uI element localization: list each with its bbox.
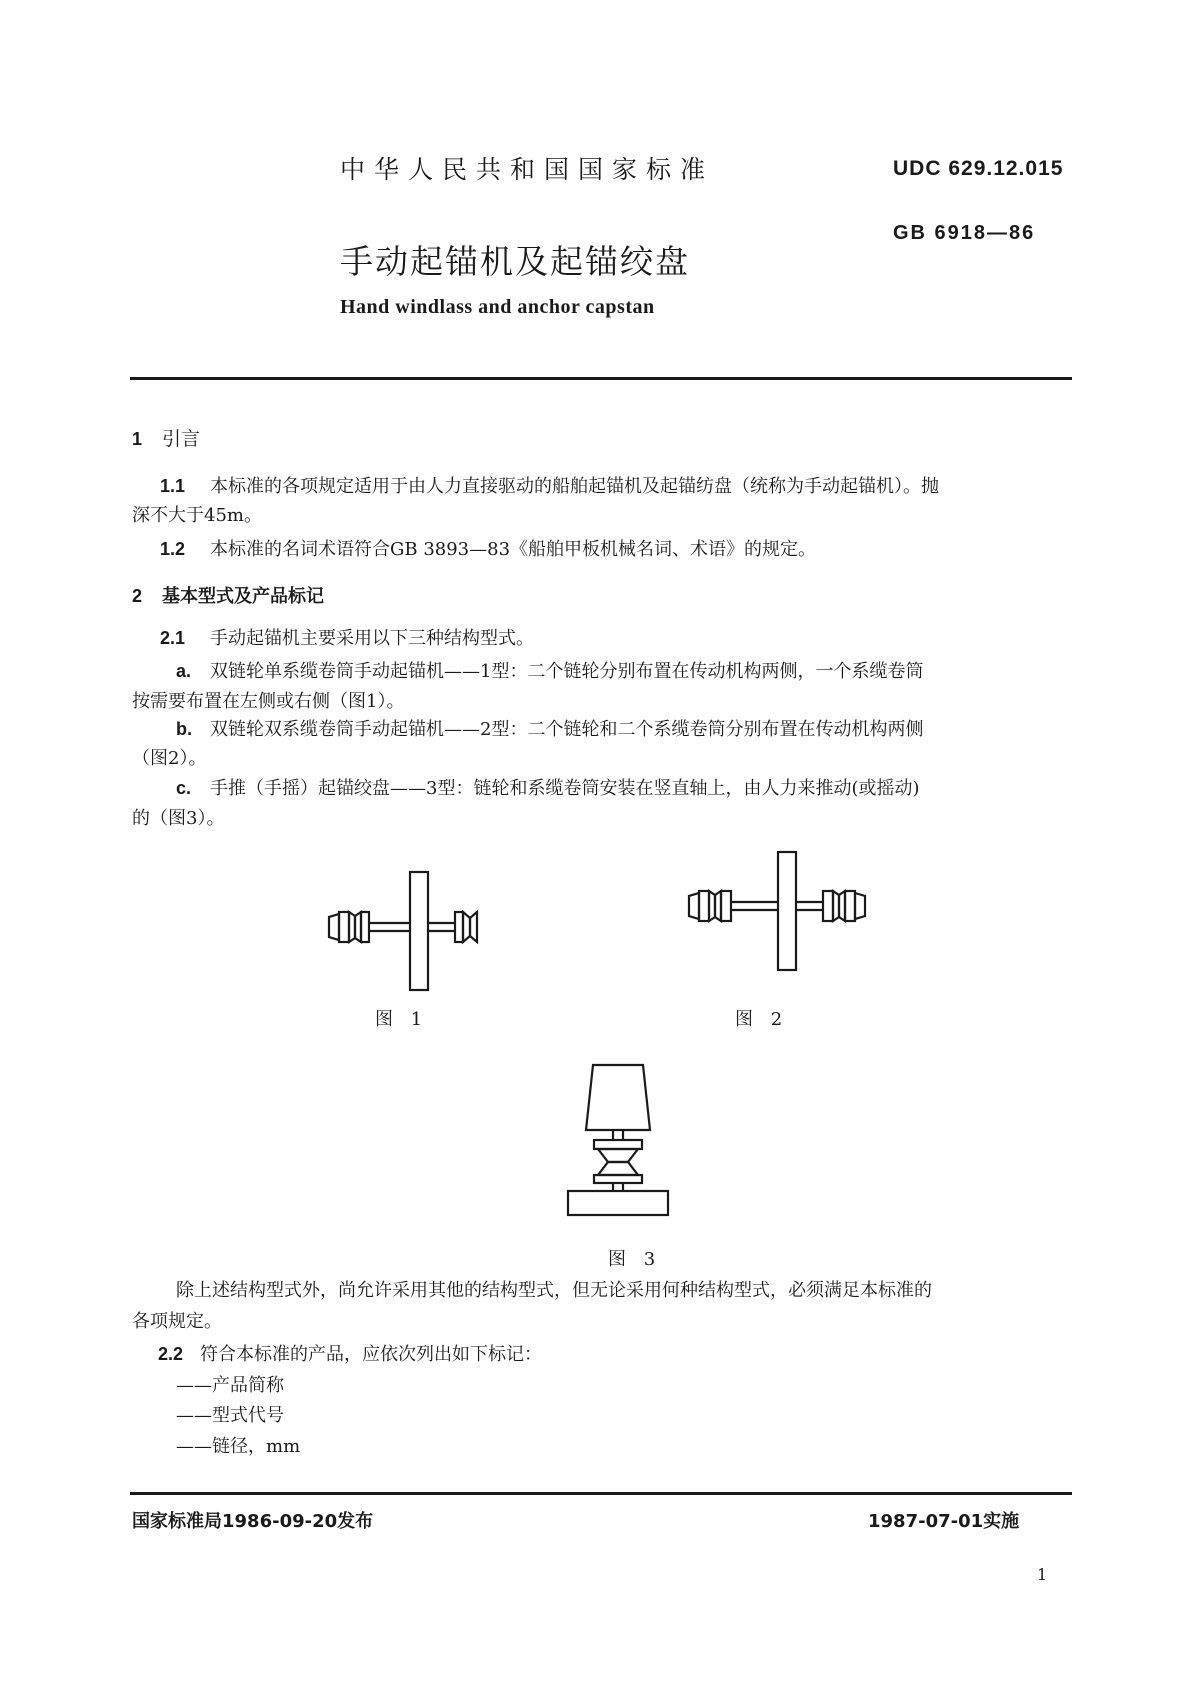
para-text: 符合本标准的产品，应依次列出如下标记： bbox=[200, 1344, 542, 1365]
gear-housing bbox=[410, 872, 428, 990]
figure-1-windlass-diagram bbox=[325, 872, 495, 992]
gb-number: GB 6918—86 bbox=[893, 222, 1036, 244]
section-number: 2 bbox=[132, 586, 143, 606]
item-label: c. bbox=[176, 778, 192, 798]
para-1-2 bbox=[132, 533, 1072, 566]
para-2-1 bbox=[132, 622, 1072, 655]
para-text: 本标准的名词术语符合GB 3893—83《船舶甲板机械名词、术语》的规定。 bbox=[210, 539, 817, 560]
figure-2-caption: 图 2 bbox=[735, 1009, 789, 1030]
clause-number: 2.2 bbox=[158, 1344, 184, 1364]
item-label: b. bbox=[176, 719, 192, 739]
item-text: 双链轮单系缆卷筒手动起锚机——1型：二个链轮分别布置在传动机构两侧，一个系缆卷筒 bbox=[210, 661, 924, 682]
item-a bbox=[132, 655, 1072, 688]
item-text: 手推（手摇）起锚绞盘——3型：链轮和系缆卷筒安装在竖直轴上，由人力来推动(或摇动) bbox=[210, 778, 920, 799]
clause-number: 1.2 bbox=[160, 539, 186, 559]
item-a-cont: 按需要布置在左侧或右侧（图1）。 bbox=[132, 691, 405, 712]
document-title-cn: 手动起锚机及起锚绞盘 bbox=[340, 242, 690, 281]
clause-number: 2.1 bbox=[160, 628, 186, 648]
figure-2-windlass-diagram bbox=[685, 852, 885, 972]
para-text: 本标准的各项规定适用于由人力直接驱动的船舶起锚机及起锚纺盘（统称为手动起锚机）。抛 bbox=[210, 476, 939, 497]
item-c bbox=[132, 772, 1072, 805]
para-1-1 bbox=[132, 470, 1072, 503]
para-text: 手动起锚机主要采用以下三种结构型式。 bbox=[210, 628, 534, 649]
clause-number: 1.1 bbox=[160, 476, 186, 496]
gear-housing bbox=[778, 852, 796, 970]
footer-rule bbox=[130, 1492, 1072, 1495]
para-after-figures bbox=[132, 1275, 1072, 1307]
issue-date: 国家标准局1986-09-20发布 bbox=[132, 1511, 374, 1532]
list-item: ——型式代号 bbox=[176, 1405, 284, 1426]
item-c-cont: 的（图3）。 bbox=[132, 808, 225, 829]
standard-org: 中华人民共和国国家标准 bbox=[340, 155, 715, 184]
para-1-1-cont: 深不大于45m。 bbox=[132, 505, 262, 526]
item-label: a. bbox=[176, 661, 192, 681]
capstan-head bbox=[586, 1065, 650, 1130]
section-title: 基本型式及产品标记 bbox=[162, 586, 324, 607]
section-number: 1 bbox=[132, 429, 143, 449]
item-b bbox=[132, 713, 1072, 746]
para-2-2 bbox=[132, 1338, 1072, 1371]
figure-3-caption: 图 3 bbox=[608, 1249, 662, 1270]
effective-date: 1987-07-01实施 bbox=[868, 1511, 1020, 1532]
page-number: 1 bbox=[1037, 1565, 1048, 1584]
section-title: 引言 bbox=[162, 428, 201, 450]
header-rule bbox=[130, 377, 1072, 380]
para-after-figures-cont: 各项规定。 bbox=[132, 1311, 222, 1332]
item-text: 双链轮双系缆卷筒手动起锚机——2型：二个链轮和二个系缆卷筒分别布置在传动机构两侧 bbox=[210, 719, 924, 740]
list-item: ——产品简称 bbox=[176, 1375, 284, 1396]
section-1-heading bbox=[132, 423, 1072, 456]
para-text: 除上述结构型式外，尚允许采用其他的结构型式，但无论采用何种结构型式，必须满足本标准的 bbox=[176, 1280, 932, 1301]
list-item: ——链径，mm bbox=[176, 1436, 301, 1457]
item-b-cont: （图2）。 bbox=[132, 748, 207, 769]
capstan-base bbox=[568, 1191, 668, 1215]
section-2-heading bbox=[132, 580, 1072, 613]
document-title-en: Hand windlass and anchor capstan bbox=[340, 296, 655, 318]
figure-1-caption: 图 1 bbox=[375, 1009, 429, 1030]
udc-code: UDC 629.12.015 bbox=[893, 157, 1064, 180]
figure-3-capstan-diagram bbox=[568, 1065, 678, 1215]
